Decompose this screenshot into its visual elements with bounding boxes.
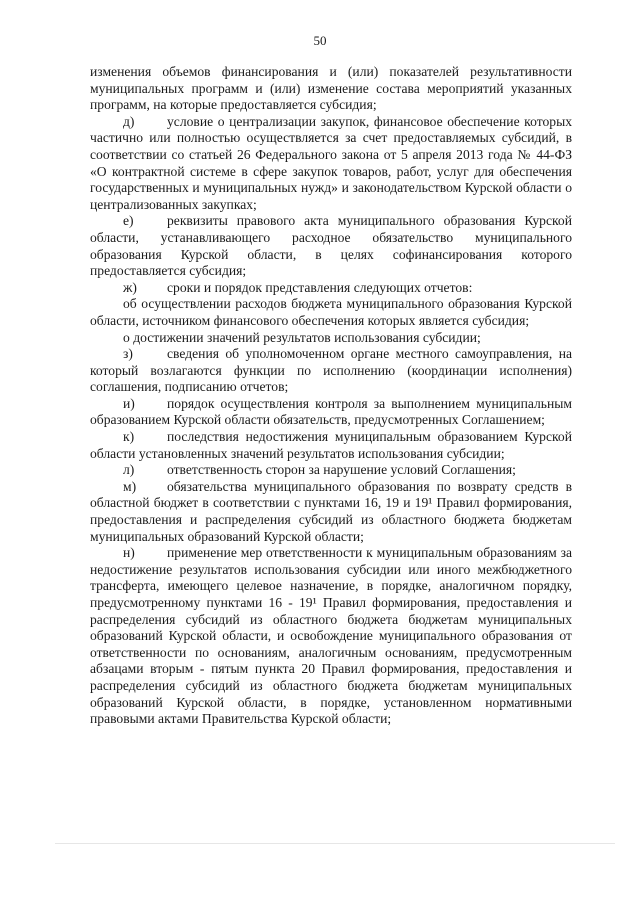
paragraph-text: сроки и порядок представления следующих отчетов: [167, 279, 473, 295]
list-marker: е) [123, 213, 134, 229]
list-marker: з) [123, 346, 133, 362]
paragraph-text: сведения об уполномоченном органе местного самоуправления, на который возлагаются функции по исполнению (координации исполнения) соглашения, подписанию отчетов; [90, 346, 572, 395]
paragraph-text: реквизиты правового акта муниципального образования Курской области, устанавливающего расходное обязательство муниципального образования Курской области, в целях софинансирования которого предоставляется субсидия; [90, 213, 572, 279]
paragraph-text: условие о централизации закупок, финансовое обеспечение которых частично или полностью осуществляется за счет предоставляемых субсидий, в соответствии со статьей 26 Федерального закона от 5 апреля 2013 года № 44-ФЗ «О контрактной системе в сфере закупок товаров, работ, услуг для обеспечения государственных и муниципальных нужд» и законодательством Курской области о централизованных закупках; [90, 113, 572, 212]
list-marker: н) [123, 545, 135, 561]
document-body [90, 64, 572, 728]
paragraph-text: применение мер ответственности к муниципальным образованиям за недостижение результатов использования субсидии или иного межбюджетного трансферта, имеющего целевое назначение, в порядке, аналогичном порядку, предусмотренному пунктами 16 - 19¹ Правил формирования, предоставления и распределения субсидий из областного бюджета бюджетам муниципальных образований Курской области, и освобождение муниципального образования от ответственности по основаниям, аналогичным основаниям, предусмотренным абзацами вторым - пятым пункта 20 Правил формирования, предоставления и распределения субсидий из областного бюджета бюджетам муниципальных образований Курской области, в порядке, установленном нормативными правовыми актами Правительства Курской области; [90, 545, 572, 727]
paragraph-text: ответственность сторон за нарушение условий Соглашения; [167, 462, 516, 478]
page-number: 50 [313, 33, 327, 48]
paragraph-text: изменения объемов финансирования и (или) показателей результативности муниципальных программ и (или) изменение состава мероприятий указанных программ, на которые предоставляется субсидия; [90, 64, 572, 113]
list-item-m [90, 479, 572, 545]
paragraph-text: обязательства муниципального образования по возврату средств в областной бюджет в соответствии с пунктами 16, 19 и 19¹ Правил формирования, предоставления и распределения субсидий из областного бюджета бюджетам муниципальных образований Курской области; [90, 478, 572, 544]
list-marker: д) [123, 113, 135, 129]
paragraph-report-results [90, 330, 572, 347]
paragraph-text: об осуществлении расходов бюджета муниципального образования Курской области, источником финансового обеспечения которых является субсидия; [90, 296, 572, 328]
paragraph-text: последствия недостижения муниципальным образованием Курской области установленных значений результатов использования субсидии; [90, 429, 572, 461]
list-item-d [90, 114, 572, 214]
list-item-n [90, 545, 572, 728]
list-item-i [90, 396, 572, 429]
list-marker: л) [123, 462, 135, 478]
list-marker: к) [123, 429, 135, 445]
paragraph-text: о достижении значений результатов использования субсидии; [123, 329, 481, 345]
list-marker: ж) [123, 279, 137, 295]
list-item-l [90, 462, 572, 479]
paragraph-report-expenses [90, 296, 572, 329]
list-item-k [90, 429, 572, 462]
list-marker: и) [123, 395, 135, 411]
list-item-zh [90, 280, 572, 297]
paragraph-text: порядок осуществления контроля за выполнением муниципальным образованием Курской области обязательств, предусмотренных Соглашением; [90, 395, 572, 428]
list-item-e [90, 213, 572, 279]
list-marker: м) [123, 478, 137, 494]
list-item-z [90, 346, 572, 396]
scan-edge-line [55, 843, 615, 844]
paragraph-continuation [90, 64, 572, 114]
